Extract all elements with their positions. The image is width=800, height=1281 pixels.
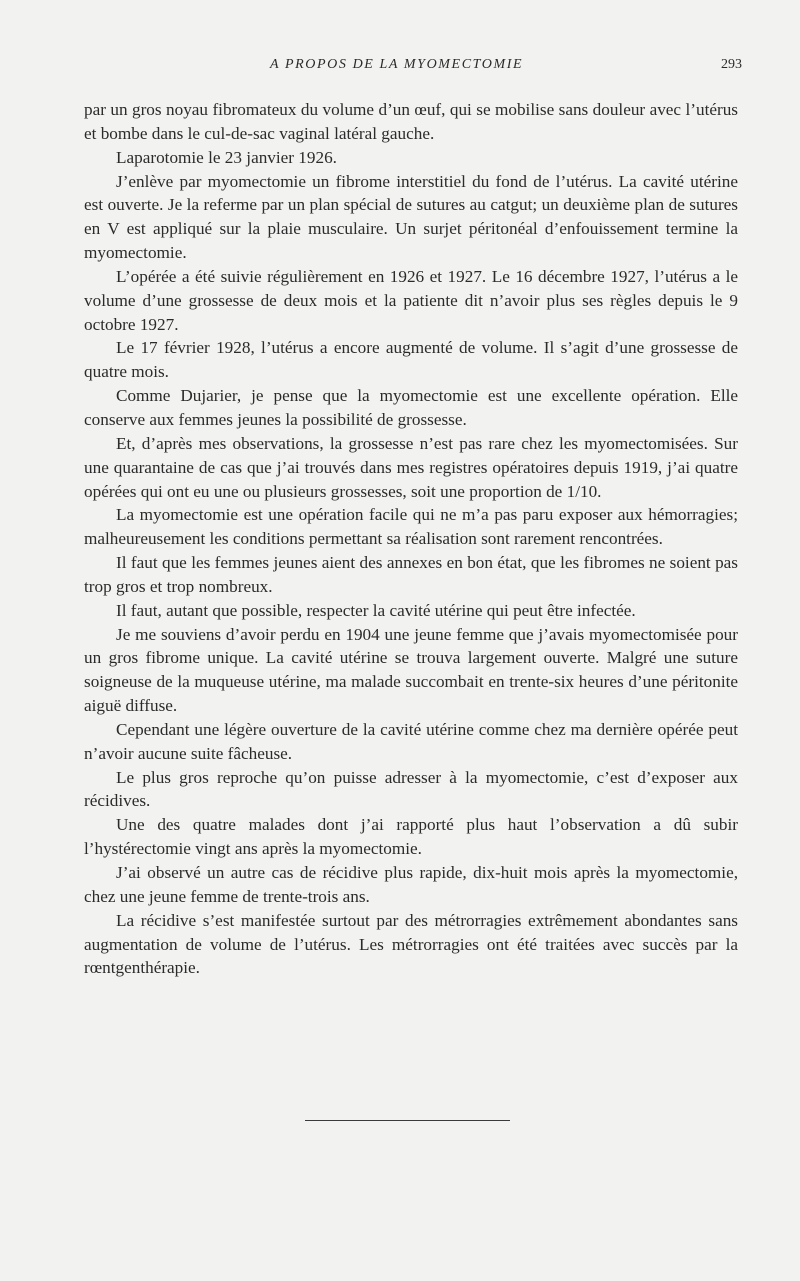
paragraph: Et, d’après mes observations, la grossesse n’est pas rare chez les myomectomisées. Sur une quarantaine de cas que j’ai trouvés dans mes registres opératoires depuis 1919, j’ai quatre opérées qui ont eu une ou plusieurs grossesses, soit une proportion de 1/10. (84, 433, 738, 501)
page-header (80, 57, 742, 77)
paragraph: Il faut, autant que possible, respecter la cavité utérine qui peut être infectée. (116, 600, 636, 620)
paragraph: La récidive s’est manifestée surtout par des métrorragies extrêmement abondantes sans augmentation de volume de l’utérus. Les métrorragies ont été traitées avec succès par la rœntgenthérapie. (84, 910, 738, 978)
paragraph: J’enlève par myomectomie un fibrome interstitiel du fond de l’utérus. La cavité utérine est ouverte. Je la referme par un plan spécial de sutures au catgut; un deuxième plan de sutures en V est appliqué sur la plaie musculaire. Un surjet péritonéal d’enfouissement termine la myomectomie. (84, 171, 738, 263)
paragraph: Le 17 février 1928, l’utérus a encore augmenté de volume. Il s’agit d’une grossesse de quatre mois. (84, 338, 738, 382)
page-number: 293 (721, 57, 742, 72)
paragraph: Comme Dujarier, je pense que la myomectomie est une excellente opération. Elle conserve aux femmes jeunes la possibilité de grossesse. (84, 386, 738, 429)
paragraph: L’opérée a été suivie régulièrement en 1926 et 1927. Le 16 décembre 1927, l’utérus a le volume d’une grossesse de deux mois et la patiente dit n’avoir plus ses règles depuis le 9 octobre 1927. (84, 266, 738, 334)
body-text (84, 98, 738, 980)
paragraph: par un gros noyau fibromateux du volume d’un œuf, qui se mobilise sans douleur avec l’utérus et bombe dans le cul-de-sac vaginal latéral gauche. (84, 100, 738, 143)
paragraph: Cependant une légère ouverture de la cavité utérine comme chez ma dernière opérée peut n’avoir aucune suite fâcheuse. (84, 719, 738, 763)
paragraph: Il faut que les femmes jeunes aient des annexes en bon état, que les fibromes ne soient pas trop gros et trop nombreux. (84, 553, 738, 596)
running-title: A PROPOS DE LA MYOMECTOMIE (270, 57, 524, 72)
paragraph: J’ai observé un autre cas de récidive plus rapide, dix-huit mois après la myomectomie, chez une jeune femme de trente-trois ans. (84, 863, 738, 906)
paragraph: Une des quatre malades dont j’ai rapporté plus haut l’observation a dû subir l’hystérectomie vingt ans après la myomectomie. (84, 815, 738, 859)
paragraph: Laparotomie le 23 janvier 1926. (116, 147, 337, 167)
paragraph: Le plus gros reproche qu’on puisse adresser à la myomectomie, c’est d’exposer aux récidives. (84, 767, 738, 811)
end-separator-rule (305, 1120, 510, 1121)
paragraph: La myomectomie est une opération facile qui ne m’a pas paru exposer aux hémorragies; malheureusement les conditions permettant sa réalisation sont rarement rencontrées. (84, 505, 738, 549)
paragraph: Je me souviens d’avoir perdu en 1904 une jeune femme que j’avais myomectomisée pour un gros fibrome unique. La cavité utérine se trouva largement ouverte. Malgré une suture soigneuse de la muqueuse utérine, ma malade succombait en trente-six heures d’une péritonite aiguë diffuse. (84, 624, 738, 716)
